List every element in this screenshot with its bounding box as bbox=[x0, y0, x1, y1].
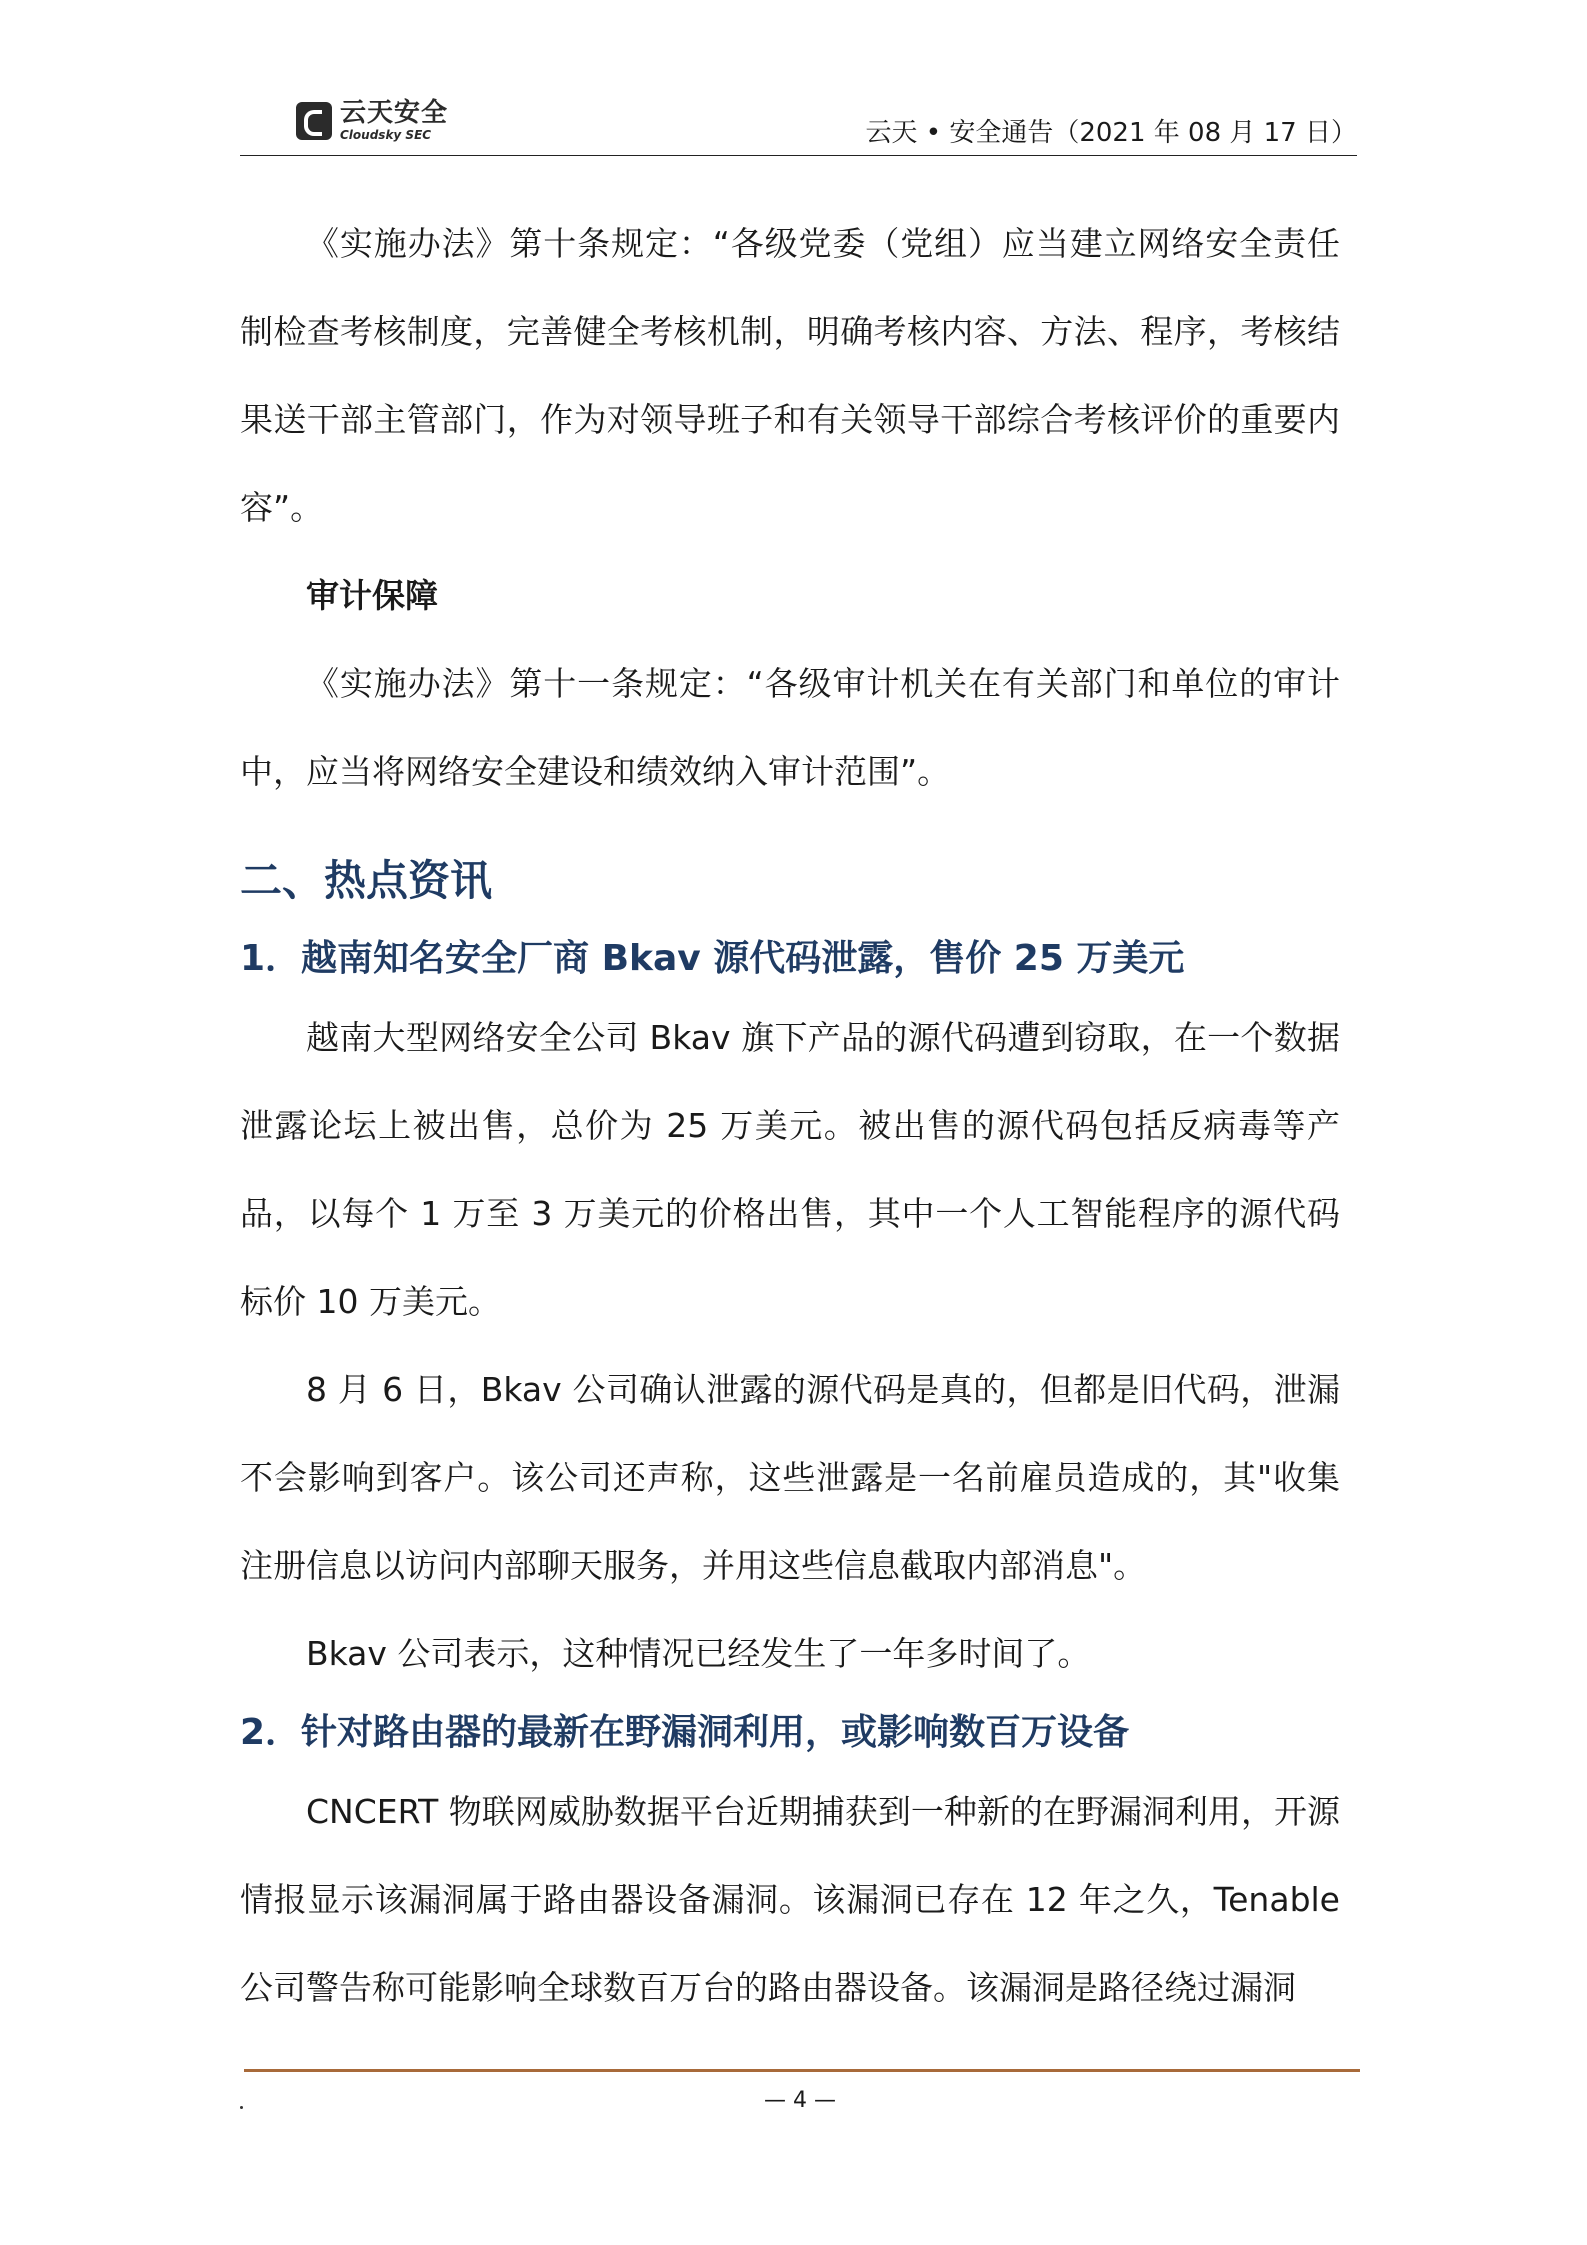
paragraph-bkav-leak: 越南大型网络安全公司 Bkav 旗下产品的源代码遭到窃取，在一个数据泄露论坛上被出售，总价为 25 万美元。被出售的源代码包括反病毒等产品，以每个 1 万至 3 万美元的价格出售，其中一个人工智能程序的源代码标价 10 万美元。 bbox=[240, 1018, 1340, 1321]
document-body bbox=[240, 200, 1340, 2032]
news-item-1-title: 1．越南知名安全厂商 Bkav 源代码泄露，售价 25 万美元 bbox=[240, 938, 1185, 979]
company-logo bbox=[296, 100, 448, 141]
news-item-2-title: 2．针对路由器的最新在野漏洞利用，或影响数百万设备 bbox=[240, 1712, 1130, 1753]
page-number: — 4 — bbox=[764, 2088, 836, 2113]
paragraph-bkav-confirm: 8 月 6 日，Bkav 公司确认泄露的源代码是真的，但都是旧代码，泄漏不会影响到客户。该公司还声称，这些泄露是一名前雇员造成的，其"收集注册信息以访问内部聊天服务，并用这些信息截取内部消息"。 bbox=[240, 1370, 1340, 1585]
paragraph-bkav-duration: Bkav 公司表示，这种情况已经发生了一年多时间了。 bbox=[306, 1634, 1091, 1673]
shield-logo-icon bbox=[296, 102, 332, 140]
paragraph-audit: 《实施办法》第十一条规定：“各级审计机关在有关部门和单位的审计中，应当将网络安全建设和绩效纳入审计范围”。 bbox=[240, 664, 1340, 791]
bulletin-title: 云天 • 安全通告（2021 年 08 月 17 日） bbox=[865, 118, 1357, 148]
header-divider bbox=[240, 155, 1357, 156]
subheading-audit: 审计保障 bbox=[306, 576, 438, 615]
section-heading-news: 二、热点资讯 bbox=[240, 856, 493, 905]
logo-text bbox=[340, 100, 448, 141]
footer-divider bbox=[244, 2069, 1360, 2072]
page-header bbox=[240, 96, 1357, 156]
paragraph-router-vuln: CNCERT 物联网威胁数据平台近期捕获到一种新的在野漏洞利用，开源情报显示该漏洞属于路由器设备漏洞。该漏洞已存在 12 年之久，Tenable 公司警告称可能影响全球数百万台的路由器设备。该漏洞是路径绕过漏洞 bbox=[240, 1792, 1340, 2007]
footer-dot bbox=[240, 2106, 243, 2109]
logo-chinese-name: 云天安全 bbox=[340, 98, 449, 128]
logo-english-name: Cloudsky SEC bbox=[340, 128, 432, 142]
paragraph-assessment: 《实施办法》第十条规定：“各级党委（党组）应当建立网络安全责任制检查考核制度，完善健全考核机制，明确考核内容、方法、程序，考核结果送干部主管部门，作为对领导班子和有关领导干部综合考核评价的重要内容”。 bbox=[240, 224, 1340, 527]
